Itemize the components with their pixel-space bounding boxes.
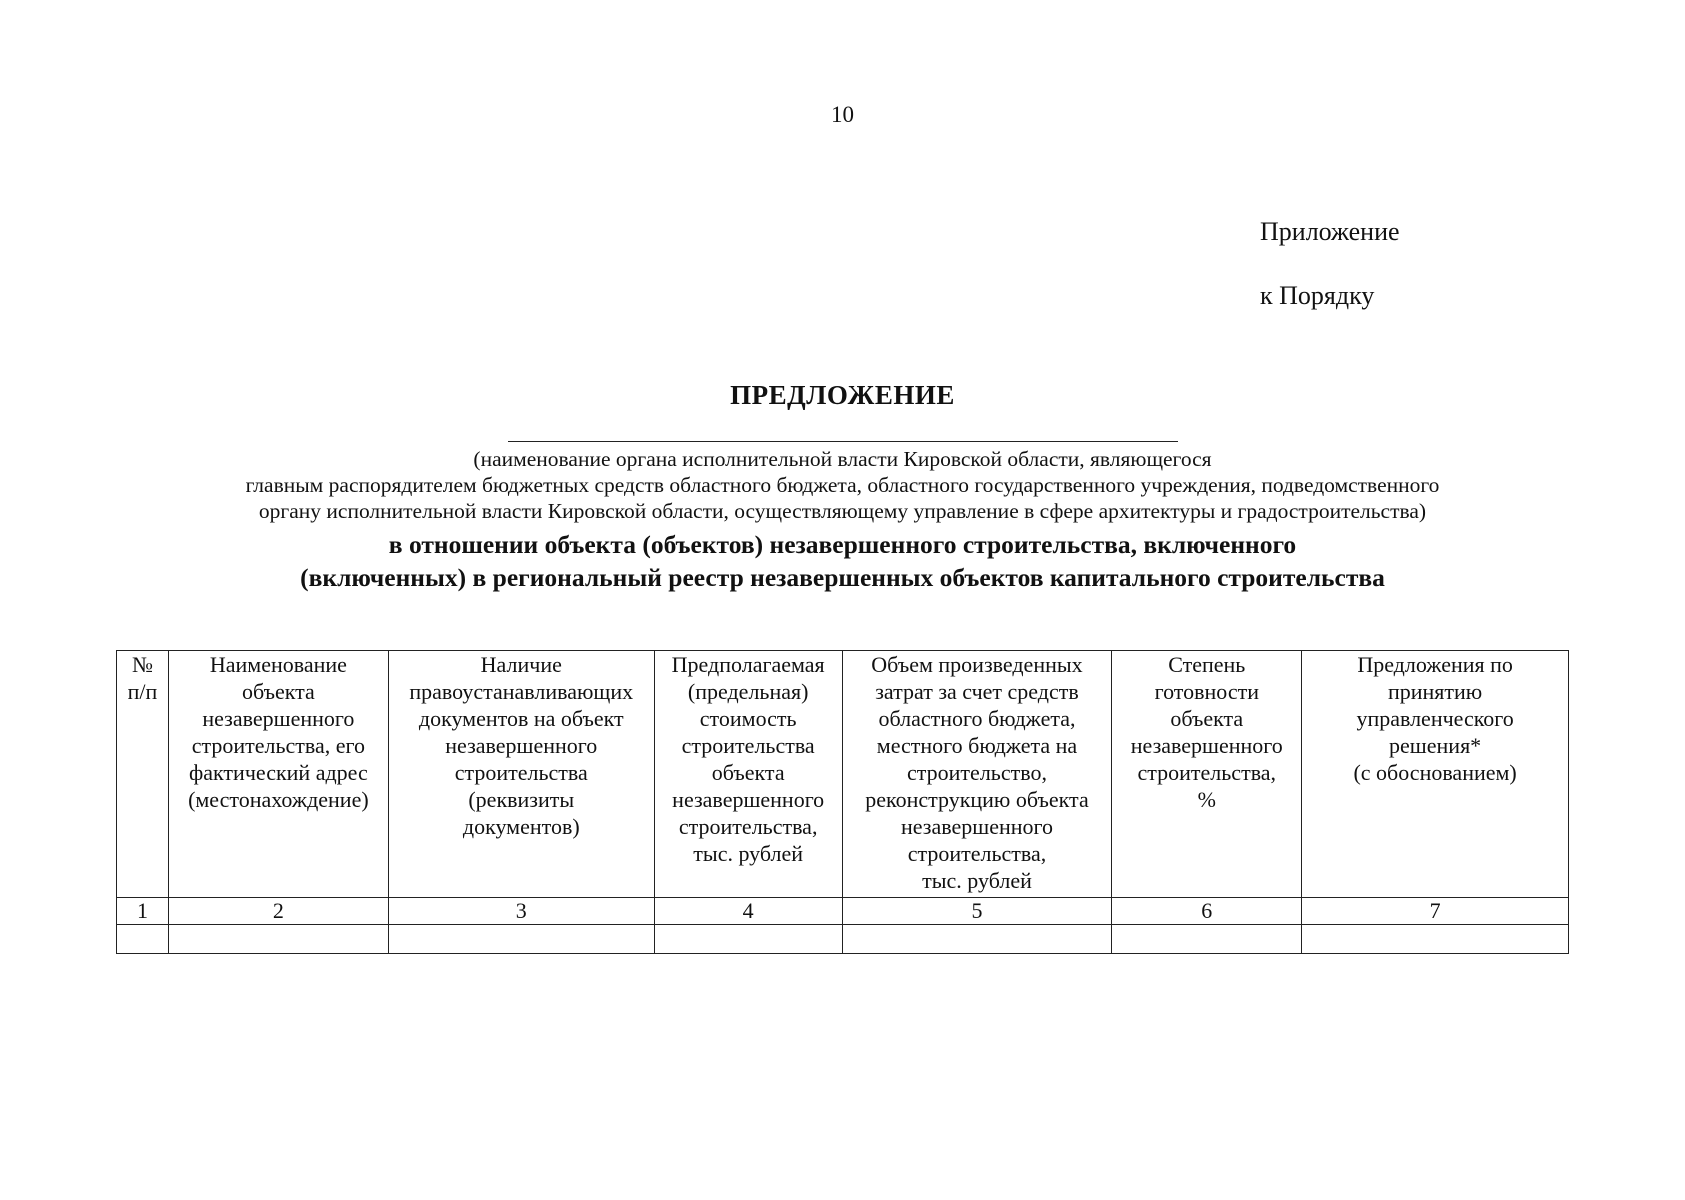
appendix-line-2: к Порядку (1260, 281, 1375, 310)
empty-cell (654, 925, 842, 954)
document-title: ПРЕДЛОЖЕНИЕ (730, 380, 955, 410)
column-number-cell: 3 (388, 898, 654, 925)
heading-line-2: (включенных) в региональный реестр незавершенных объектов капитального строительства (300, 563, 1385, 592)
empty-cell (1302, 925, 1569, 954)
caption-line-2: главным распорядителем бюджетных средств областного бюджета, областного государственного учреждения, подведомственного (245, 473, 1440, 497)
authority-name-caption (0, 446, 1685, 524)
column-number-cell: 5 (842, 898, 1112, 925)
header-cell-object-name: Наименование объекта незавершенного строительства, его фактический адрес (местонахождение) (168, 651, 388, 898)
appendix-line-1: Приложение (1260, 217, 1400, 246)
column-number-cell: 1 (117, 898, 169, 925)
header-cell-proposals: Предложения по принятию управленческого решения* (с обоснованием) (1302, 651, 1569, 898)
register-table (116, 650, 1569, 954)
table-header-row (117, 651, 1569, 898)
header-cell-documents: Наличие правоустанавливающих документов на объект незавершенного строительства (реквизиты документов) (388, 651, 654, 898)
empty-cell (842, 925, 1112, 954)
caption-line-1: (наименование органа исполнительной власти Кировской области, являющегося (473, 447, 1212, 471)
empty-cell (117, 925, 169, 954)
header-cell-readiness: Степень готовности объекта незавершенного строительства, % (1112, 651, 1302, 898)
empty-cell (1112, 925, 1302, 954)
caption-line-3: органу исполнительной власти Кировской области, осуществляющему управление в сфере архитектуры и градостроительства) (258, 499, 1427, 523)
empty-cell (168, 925, 388, 954)
page-number: 10 (831, 102, 854, 127)
table-row (117, 925, 1569, 954)
empty-cell (388, 925, 654, 954)
header-cell-costs-incurred: Объем произведенных затрат за счет средств областного бюджета, местного бюджета на строительство, реконструкцию объекта незавершенного строительства, тыс. рублей (842, 651, 1112, 898)
column-number-cell: 7 (1302, 898, 1569, 925)
appendix-note (1260, 200, 1400, 328)
document-heading (0, 528, 1685, 594)
column-number-cell: 4 (654, 898, 842, 925)
column-number-row (117, 898, 1569, 925)
authority-name-blank-line (508, 441, 1178, 442)
header-cell-number: № п/п (117, 651, 169, 898)
column-number-cell: 6 (1112, 898, 1302, 925)
header-cell-estimated-cost: Предполагаемая (предельная) стоимость строительства объекта незавершенного строительства, тыс. рублей (654, 651, 842, 898)
column-number-cell: 2 (168, 898, 388, 925)
heading-line-1: в отношении объекта (объектов) незавершенного строительства, включенного (388, 530, 1297, 559)
